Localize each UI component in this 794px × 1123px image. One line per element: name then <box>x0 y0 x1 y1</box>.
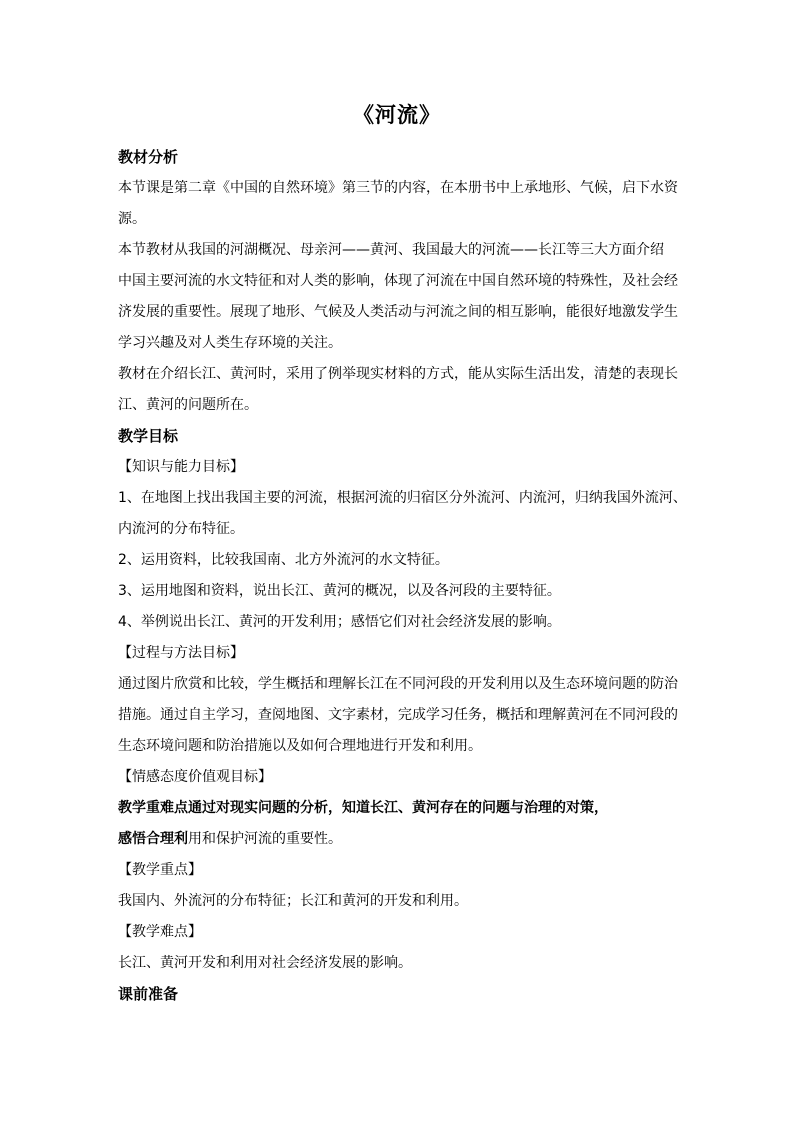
paragraph-line: 本节课是第二章《中国的自然环境》第三节的内容，在本册书中上承地形、气候，启下水资 <box>118 180 678 196</box>
paragraph-line: 本节教材从我国的河湖概况、母亲河——黄河、我国最大的河流——长江等三大方面介绍 <box>118 242 664 258</box>
paragraph-line: 学习兴趣及对人类生存环境的关注。 <box>118 335 342 351</box>
subheading-emotion: 【情感态度价值观目标】 <box>118 769 272 785</box>
section-heading-preparation: 课前准备 <box>118 985 179 1003</box>
document-title: 《河流》 <box>353 103 441 127</box>
subheading-key-points: 【教学重点】 <box>118 862 202 878</box>
subheading-knowledge: 【知识与能力目标】 <box>118 459 244 475</box>
subheading-process: 【过程与方法目标】 <box>118 645 244 661</box>
goal-item-1: 1、在地图上找出我国主要的河流，根据河流的归宿区分外流河、内流河，归纳我国外流河、 <box>118 490 687 506</box>
goal-item-3: 3、运用地图和资料，说出长江、黄河的概况，以及各河段的主要特征。 <box>118 583 561 599</box>
paragraph-line: 通过图片欣赏和比较，学生概括和理解长江在不同河段的开发利用以及生态环境问题的防治 <box>118 676 678 692</box>
goal-item-1-cont: 内流河的分布特征。 <box>118 521 244 537</box>
document-body <box>118 142 687 1010</box>
section-heading-goals: 教学目标 <box>118 427 179 445</box>
paragraph-line: 生态环境问题和防治措施以及如何合理地进行开发和利用。 <box>118 738 482 754</box>
key-points-text: 我国内、外流河的分布特征；长江和黄河的开发和利用。 <box>118 893 468 909</box>
goal-item-2: 2、运用资料，比较我国南、北方外流河的水文特征。 <box>118 552 449 568</box>
paragraph-line: 中国主要河流的水文特征和对人类的影响，体现了河流在中国自然环境的特殊性，及社会经 <box>118 273 678 289</box>
paragraph-line: 源。 <box>118 211 146 227</box>
emotion-bold-line: 教学重难点通过对现实问题的分析，知道长江、黄河存在的问题与治理的对策， <box>118 800 608 816</box>
difficult-points-text: 长江、黄河开发和利用对社会经济发展的影响。 <box>118 955 412 971</box>
subheading-difficult-points: 【教学难点】 <box>118 924 202 940</box>
emotion-normal-fragment: 用和保护河流的重要性。 <box>188 831 342 847</box>
paragraph-line: 江、黄河的问题所在。 <box>118 397 258 413</box>
paragraph-line: 济发展的重要性。展现了地形、气候及人类活动与河流之间的相互影响，能很好地激发学生 <box>118 304 678 320</box>
section-heading-analysis: 教材分析 <box>118 148 179 166</box>
paragraph-line: 教材在介绍长江、黄河时，采用了例举现实材料的方式，能从实际生活出发，清楚的表现长 <box>118 366 678 382</box>
goal-item-4: 4、举例说出长江、黄河的开发利用；感悟它们对社会经济发展的影响。 <box>118 614 561 630</box>
paragraph-line: 措施。通过自主学习，查阅地图、文字素材，完成学习任务，概括和理解黄河在不同河段的 <box>118 707 678 723</box>
emotion-mixed-line <box>118 824 680 855</box>
emotion-bold-fragment: 感悟合理利 <box>118 831 188 847</box>
